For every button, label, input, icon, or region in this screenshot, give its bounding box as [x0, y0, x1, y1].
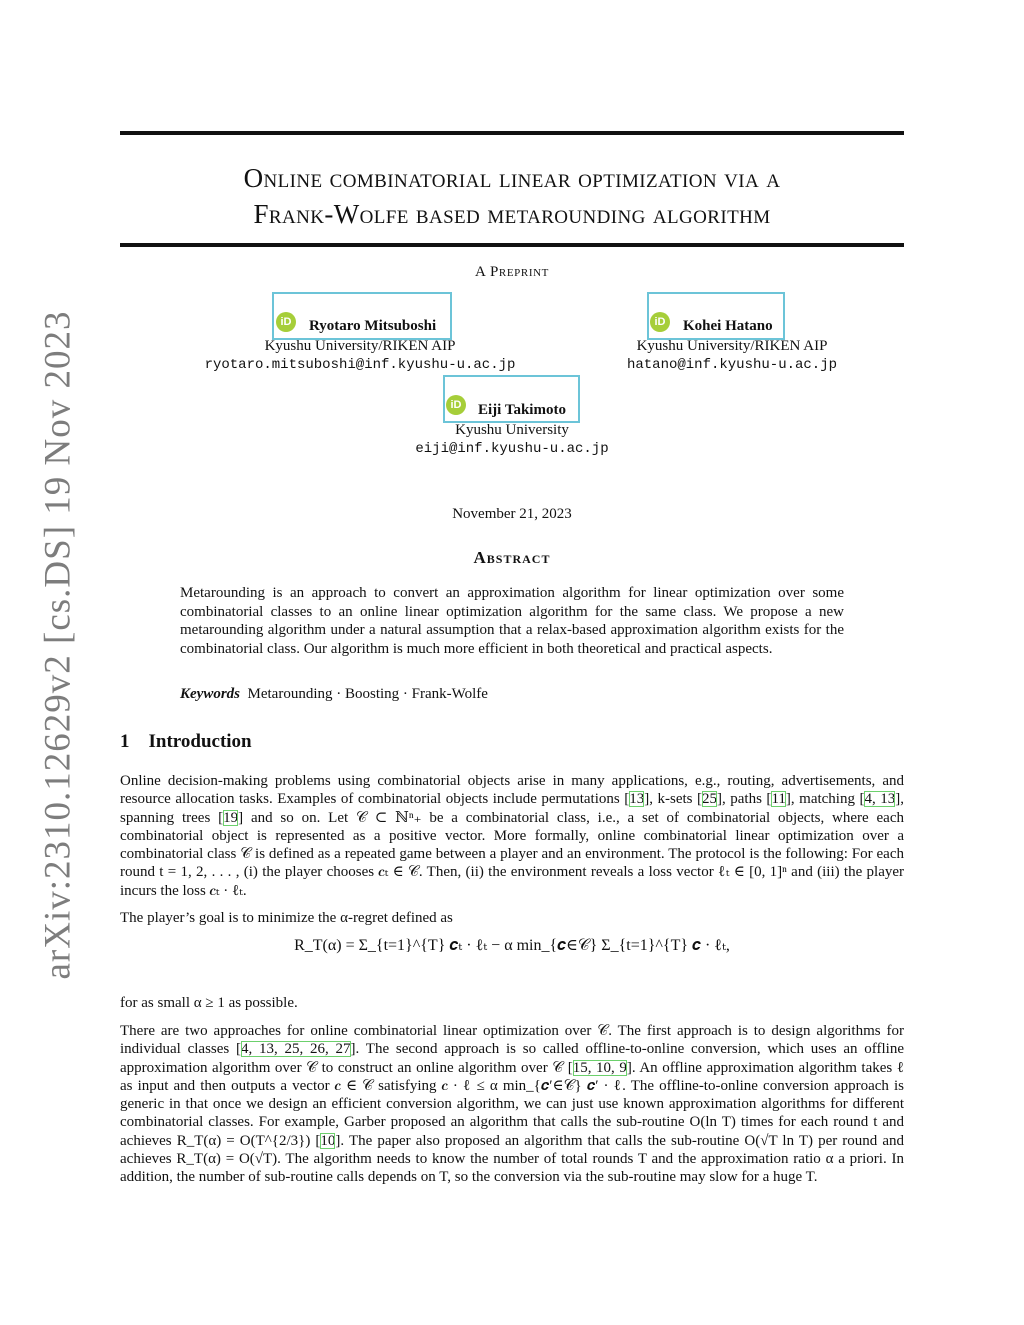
- author-email[interactable]: ryotaro.mitsuboshi@inf.kyushu-u.ac.jp: [204, 357, 516, 373]
- text-run: ], paths [: [717, 791, 772, 808]
- text-run: ], matching [: [785, 791, 865, 808]
- text-run: ]. The paper also proposed an algorithm that calls the sub-routine O(√T ln T) per round and achieves R_T(α) = O(√T). The algorithm needs to know the number of total rounds T and the approximation ratio α a priori. In addition, the number of sub-routine calls depends on T, so the conversion via the sub-routine may slow for a huge T.: [120, 1132, 904, 1186]
- orcid-icon[interactable]: iD: [446, 395, 466, 415]
- citation-link[interactable]: 11: [771, 791, 786, 808]
- author-affiliation-block: [190, 337, 530, 375]
- title-line-2: Frank-Wolfe based metarounding algorithm: [253, 199, 771, 229]
- regret-equation: R_T(α) = Σ_{t=1}^{T} 𝒄ₜ · ℓₜ − α min_{𝒄∈𝒞} Σ_{t=1}^{T} 𝒄 · ℓₜ,: [294, 937, 730, 954]
- author-name[interactable]: Ryotaro Mitsuboshi: [309, 318, 437, 334]
- text-run: ]. The second approach is so called offline-to-online conversion, which uses an offline approximation algorithm over 𝒞 to construct an online algorithm over 𝒞 [: [120, 1041, 905, 1076]
- section-title: Introduction: [148, 731, 252, 752]
- text-run: Online decision-making problems using combinatorial objects arise in many applications, e.g., routing, advertisements, and resource allocation tasks. Examples of combinatorial objects include permutations [: [120, 773, 904, 808]
- text-run: There are two approaches for online combinatorial linear optimization over 𝒞. The first approach is to design algorithms for individual classes [: [120, 1023, 904, 1058]
- citation-link[interactable]: 25: [702, 791, 717, 808]
- author-affiliation: Kyushu University/RIKEN AIP: [636, 338, 828, 354]
- author-name[interactable]: Eiji Takimoto: [478, 402, 566, 418]
- text-run: ], k-sets [: [644, 791, 702, 808]
- paper-title: [120, 160, 904, 232]
- author-affiliation-block: [587, 337, 877, 375]
- preprint-label: A Preprint: [475, 264, 549, 280]
- author-email[interactable]: eiji@inf.kyushu-u.ac.jp: [415, 441, 609, 457]
- text-run: ] and so on. Let 𝒞 ⊂ ℕⁿ₊ be a combinatorial class, i.e., a set of combinatorial objects, where each combinatorial object is represented as a positive vector. More formally, online combinatorial linear optimization over a combinatorial class 𝒞 is defined as a repeated game between a player and an environment. The protocol is the following: For each round t = 1, 2, . . . , (i) the player chooses 𝒄ₜ ∈ 𝒞. Then, (ii) the environment reveals a loss vector ℓₜ ∈ [0, 1]ⁿ and (iii) the player incurs the loss 𝒄ₜ · ℓₜ.: [120, 809, 904, 899]
- title-top-rule: [120, 131, 904, 135]
- author-affiliation: Kyushu University: [455, 422, 569, 438]
- paragraph-intro-4: [120, 1022, 904, 1187]
- orcid-icon[interactable]: iD: [276, 312, 296, 332]
- text-run: ], spanning trees [: [120, 791, 904, 826]
- keywords-text: Metarounding · Boosting · Frank-Wolfe: [247, 686, 488, 702]
- citation-link[interactable]: 19: [223, 809, 239, 826]
- keywords-label: Keywords: [180, 686, 240, 702]
- abstract-heading: Abstract: [473, 548, 551, 567]
- keywords: [180, 686, 844, 703]
- abstract-text: Metarounding is an approach to convert an approximation algorithm for linear optimization over some combinatorial classes to an online linear optimization algorithm for the same class. We propose a new metarounding algorithm under a natural assumption that a relax-based approximation algorithm exists for the combinatorial class. Our algorithm is much more efficient in both theoretical and practical aspects.: [180, 585, 844, 657]
- section-heading: [120, 731, 252, 753]
- author-name[interactable]: Kohei Hatano: [683, 318, 773, 334]
- paper-date: November 21, 2023: [452, 506, 572, 522]
- paragraph-intro-3: for as small α ≥ 1 as possible.: [120, 995, 298, 1011]
- citation-link[interactable]: 13: [629, 791, 645, 808]
- author-affiliation: Kyushu University/RIKEN AIP: [264, 338, 456, 354]
- author-email[interactable]: hatano@inf.kyushu-u.ac.jp: [626, 357, 838, 373]
- title-bottom-rule: [120, 243, 904, 247]
- citation-link[interactable]: 10: [320, 1132, 336, 1149]
- citation-link[interactable]: 4, 13: [864, 791, 896, 808]
- citation-link[interactable]: 4, 13, 25, 26, 27: [241, 1041, 351, 1058]
- text-run: ]. An offline approximation algorithm takes ℓ as input and then outputs a vector 𝒄 ∈ 𝒞 satisfying 𝒄 · ℓ ≤ α min_{𝒄′∈𝒞} 𝒄′ · ℓ. The offline-to-online conversion approach is generic in that once we design an efficient conversion algorithm, we can just use known approximation algorithms for different combinatorial classes. For example, Garber proposed an algorithm that calls the sub-routine O(ln T) times for each round t and achieves R_T(α) = O(T^{2/3}) [: [120, 1059, 904, 1149]
- section-number: 1: [120, 731, 130, 752]
- paragraph-intro-1: [120, 772, 904, 900]
- author-affiliation-block: [362, 421, 662, 459]
- paragraph-intro-2: The player’s goal is to minimize the α-regret defined as: [120, 910, 453, 926]
- title-line-1: Online combinatorial linear optimization via a: [243, 163, 781, 193]
- arxiv-stamp-text: arXiv:2310.12629v2 [cs.DS] 19 Nov 2023: [37, 310, 79, 980]
- citation-link[interactable]: 15, 10, 9: [572, 1059, 627, 1076]
- orcid-icon[interactable]: iD: [650, 312, 670, 332]
